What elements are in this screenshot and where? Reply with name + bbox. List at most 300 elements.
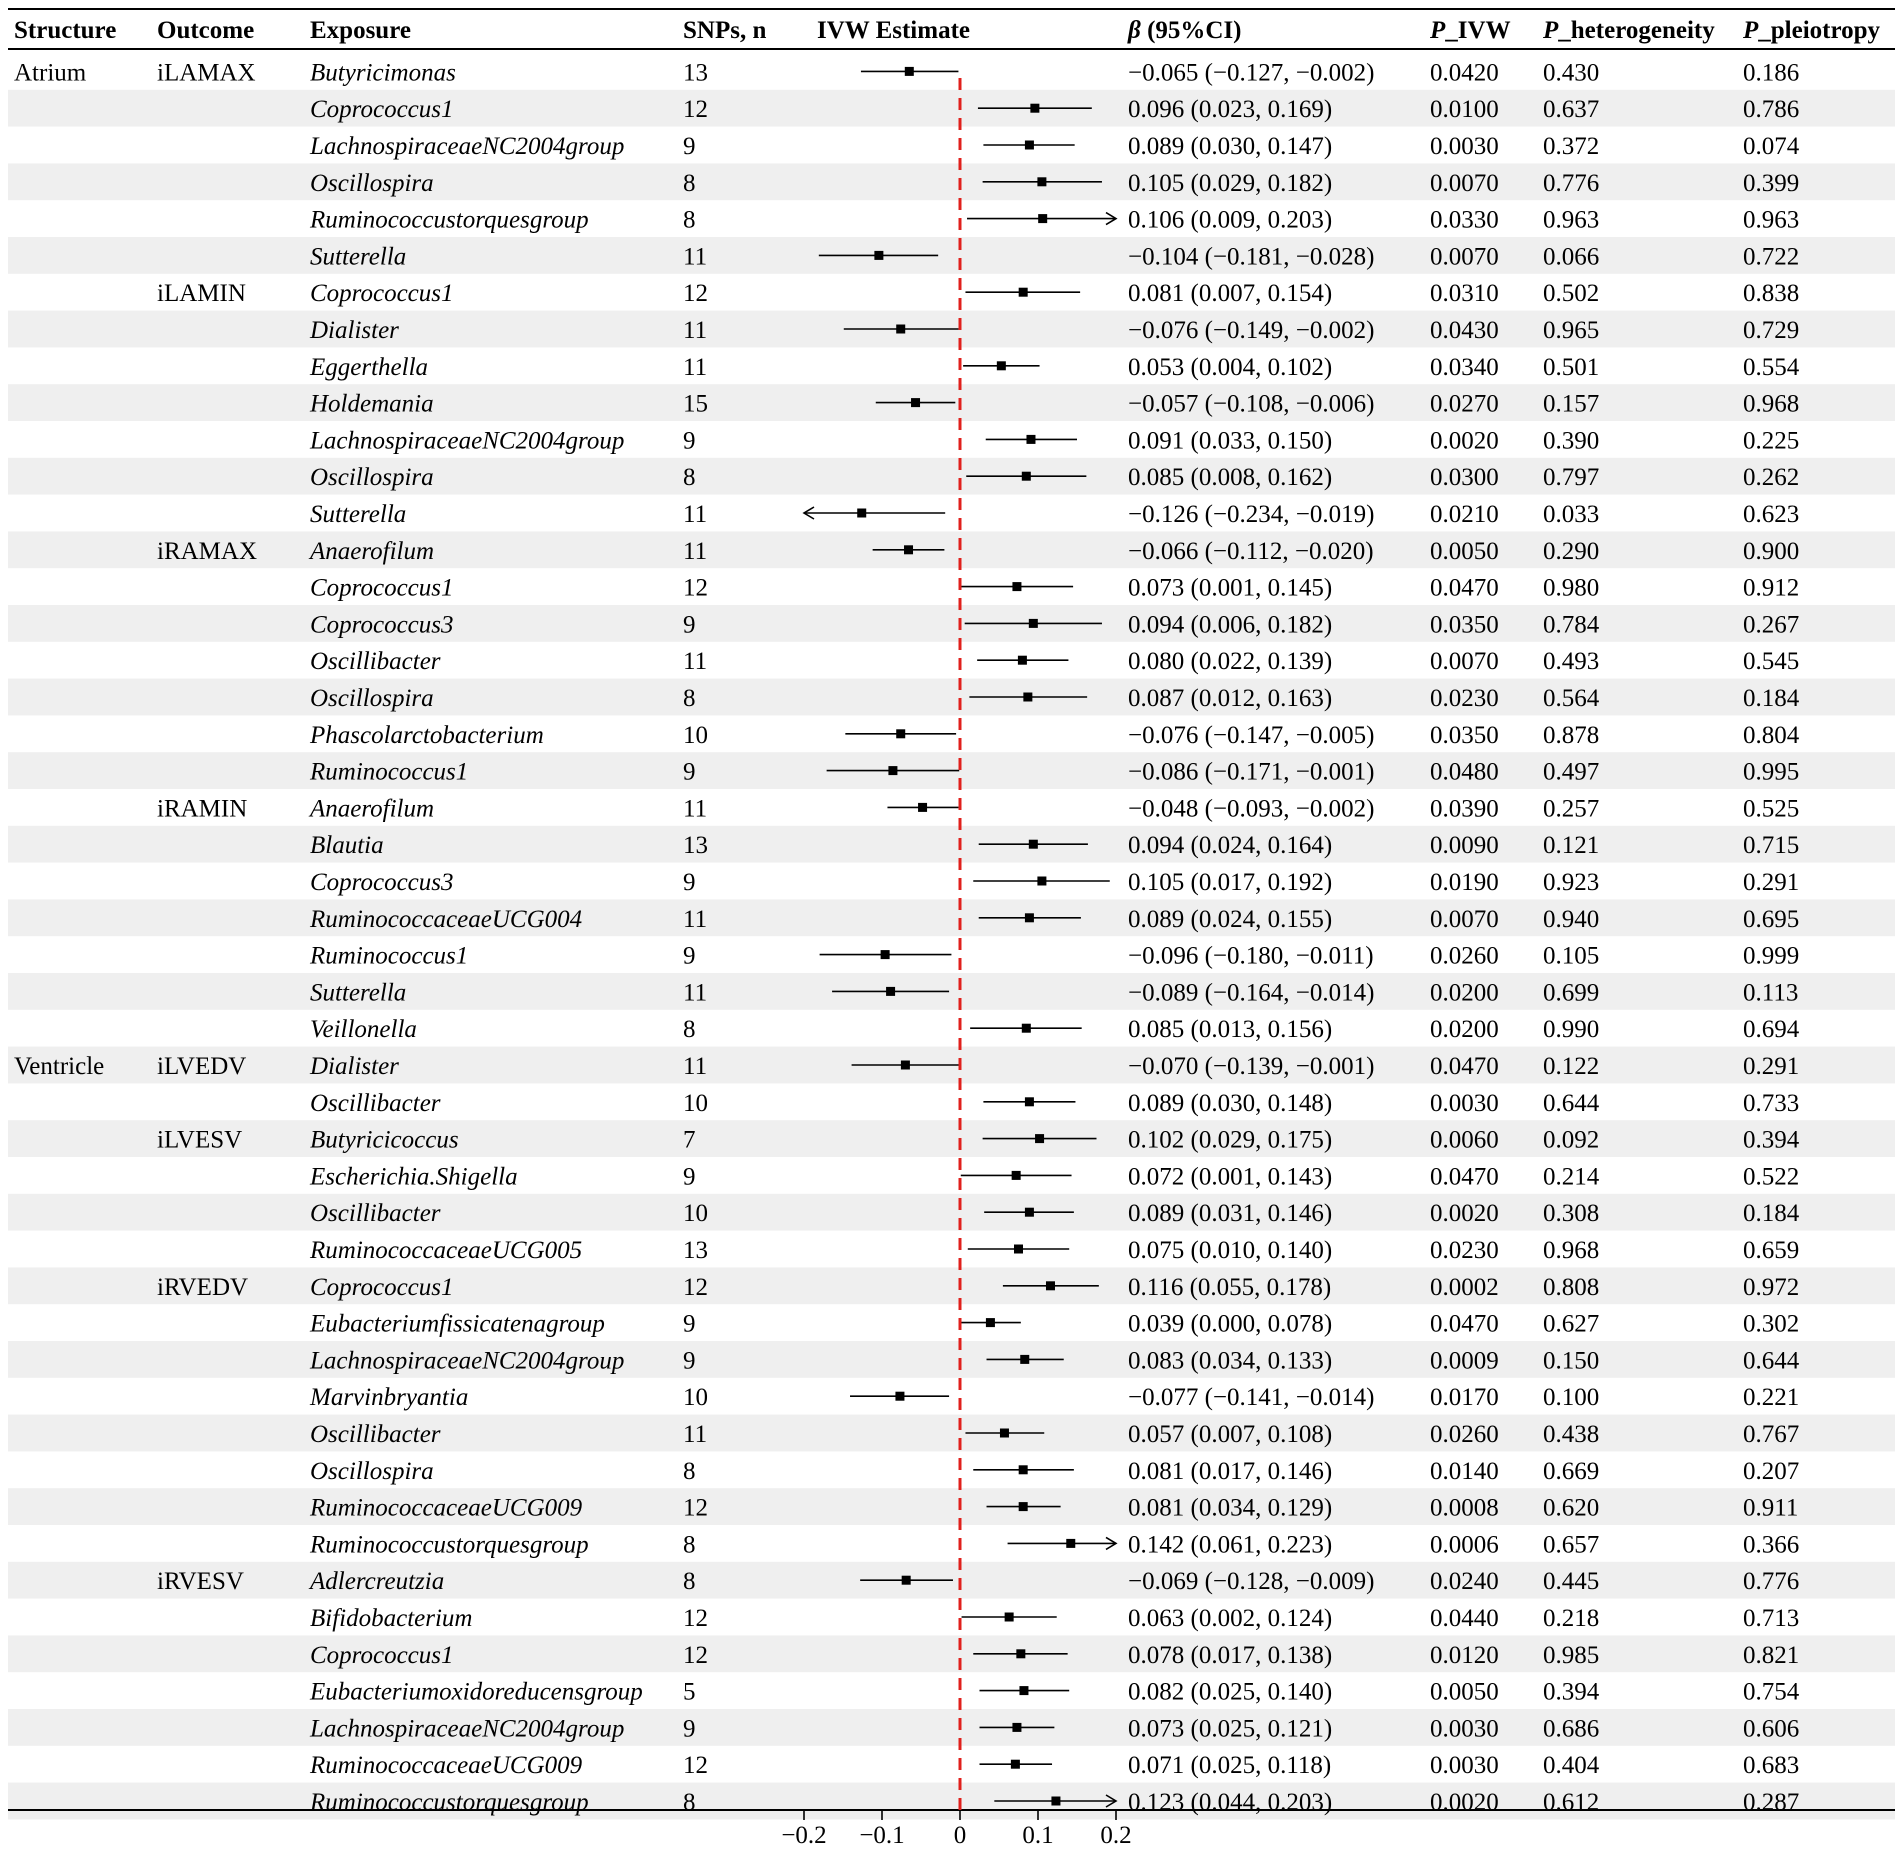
snps-value: 11: [683, 905, 708, 933]
p-ivw-value: 0.0350: [1430, 611, 1499, 639]
point-estimate: [1025, 1208, 1034, 1217]
axis-tick-label: −0.1: [859, 1822, 905, 1849]
exposure-label: Oscillibacter: [310, 1200, 441, 1228]
header-outcome: Outcome: [157, 17, 255, 44]
p-ivw-value: 0.0350: [1430, 721, 1499, 749]
p-pleiotropy-value: 0.695: [1743, 905, 1800, 933]
table-row: [310, 869, 1799, 896]
p-heterogeneity-value: 0.100: [1543, 1384, 1600, 1412]
exposure-label: Ruminococcus1: [310, 758, 469, 786]
p-heterogeneity-value: 0.644: [1543, 1089, 1600, 1117]
p-ivw-value: 0.0390: [1430, 795, 1499, 823]
p-ivw-value: 0.0480: [1430, 758, 1499, 786]
beta-ci-value: 0.039 (0.000, 0.078): [1128, 1310, 1333, 1338]
snps-value: 9: [683, 869, 696, 896]
snps-value: 12: [683, 1752, 708, 1780]
beta-ci-value: 0.085 (0.008, 0.162): [1128, 464, 1333, 492]
point-estimate: [1025, 141, 1034, 150]
point-estimate: [1019, 288, 1028, 297]
snps-value: 11: [683, 648, 708, 676]
beta-ci-value: 0.091 (0.033, 0.150): [1128, 427, 1333, 455]
p-pleiotropy-value: 0.733: [1743, 1089, 1800, 1117]
p-pleiotropy-value: 0.999: [1743, 942, 1800, 970]
snps-value: 15: [683, 390, 708, 418]
exposure-label: Oscillibacter: [310, 1089, 441, 1117]
point-estimate: [1011, 1760, 1020, 1769]
table-row: [309, 1237, 1799, 1264]
exposure-label: Coprococcus1: [310, 574, 454, 602]
p-ivw-value: 0.0470: [1430, 1310, 1499, 1338]
row-stripe: [8, 1194, 1895, 1231]
row-stripe: [8, 826, 1895, 863]
point-estimate: [901, 1061, 910, 1070]
exposure-label: Butyricicoccus: [310, 1126, 459, 1154]
exposure-label: Escherichia.Shigella: [310, 1163, 518, 1191]
table-row: [310, 1605, 1799, 1632]
p-pleiotropy-value: 0.113: [1743, 979, 1799, 1007]
p-ivw-value: 0.0260: [1430, 942, 1499, 970]
p-ivw-value: 0.0340: [1430, 353, 1499, 381]
point-estimate: [1051, 1797, 1060, 1806]
p-ivw-value: 0.0060: [1430, 1126, 1499, 1154]
beta-ci-value: 0.057 (0.007, 0.108): [1128, 1421, 1333, 1448]
header-row: [14, 17, 1881, 44]
exposure-label: Blautia: [310, 832, 384, 860]
snps-value: 12: [683, 96, 708, 124]
p-heterogeneity-value: 0.150: [1543, 1347, 1600, 1375]
exposure-label: Anaerofilum: [310, 795, 435, 823]
snps-value: 11: [683, 537, 708, 565]
beta-ci-value: 0.105 (0.029, 0.182): [1128, 169, 1333, 197]
snps-value: 5: [683, 1678, 696, 1706]
exposure-label: Dialister: [310, 1053, 399, 1080]
snps-value: 10: [683, 721, 708, 749]
beta-ci-value: −0.069 (−0.128, −0.009): [1128, 1568, 1375, 1596]
beta-ci-value: 0.102 (0.029, 0.175): [1128, 1126, 1333, 1154]
p-heterogeneity-value: 0.699: [1543, 979, 1600, 1007]
snps-value: 9: [683, 1715, 696, 1743]
p-ivw-value: 0.0470: [1430, 1053, 1499, 1080]
p-heterogeneity-value: 0.620: [1543, 1494, 1600, 1522]
table-row: [309, 1163, 1799, 1190]
exposure-label: Eubacteriumfissicatenagroup: [310, 1310, 605, 1338]
p-heterogeneity-value: 0.430: [1543, 59, 1600, 87]
point-estimate: [895, 1392, 904, 1401]
exposure-label: Oscillospira: [310, 169, 434, 197]
exposure-label: Ruminococcustorquesgroup: [310, 1531, 589, 1559]
header-p-pleiotropy: P_pleiotropy: [1743, 17, 1881, 44]
p-heterogeneity-value: 0.218: [1543, 1605, 1600, 1632]
table-row: [309, 427, 1799, 454]
beta-ci-value: 0.053 (0.004, 0.102): [1128, 353, 1333, 381]
p-pleiotropy-value: 0.623: [1743, 501, 1800, 528]
row-stripe: [8, 1267, 1895, 1304]
p-heterogeneity-value: 0.637: [1543, 96, 1600, 124]
snps-value: 9: [683, 133, 696, 160]
beta-ci-value: −0.126 (−0.234, −0.019): [1128, 501, 1375, 528]
structure-label: Ventricle: [14, 1053, 105, 1080]
exposure-label: Phascolarctobacterium: [310, 721, 544, 749]
p-ivw-value: 0.0430: [1430, 317, 1499, 344]
exposure-label: Veillonella: [310, 1016, 417, 1044]
p-ivw-value: 0.0020: [1430, 427, 1499, 455]
beta-ci-value: 0.083 (0.034, 0.133): [1128, 1347, 1333, 1375]
point-estimate: [1005, 1613, 1014, 1622]
p-pleiotropy-value: 0.522: [1743, 1163, 1800, 1191]
beta-ci-value: 0.082 (0.025, 0.140): [1128, 1678, 1333, 1706]
p-ivw-value: 0.0008: [1430, 1494, 1499, 1522]
point-estimate: [1012, 582, 1021, 591]
beta-ci-value: 0.073 (0.001, 0.145): [1128, 574, 1333, 602]
table-row: [309, 354, 1800, 381]
row-stripe: [8, 458, 1895, 495]
p-ivw-value: 0.0330: [1430, 206, 1499, 234]
snps-value: 11: [683, 317, 708, 344]
snps-value: 12: [683, 1494, 708, 1522]
p-heterogeneity-value: 0.308: [1543, 1200, 1600, 1228]
beta-ci-value: 0.081 (0.007, 0.154): [1128, 280, 1333, 308]
beta-ci-value: 0.075 (0.010, 0.140): [1128, 1237, 1333, 1264]
p-pleiotropy-value: 0.995: [1743, 758, 1800, 786]
point-estimate: [1023, 693, 1032, 702]
row-stripe: [8, 679, 1895, 716]
beta-ci-value: 0.072 (0.001, 0.143): [1128, 1163, 1333, 1191]
p-heterogeneity-value: 0.092: [1543, 1126, 1600, 1154]
snps-value: 11: [683, 979, 708, 1007]
row-stripe: [8, 1341, 1895, 1378]
beta-ci-value: −0.057 (−0.108, −0.006): [1128, 390, 1375, 418]
p-ivw-value: 0.0470: [1430, 1163, 1499, 1191]
beta-ci-value: 0.063 (0.002, 0.124): [1128, 1605, 1333, 1632]
exposure-label: Dialister: [310, 317, 399, 344]
exposure-label: RuminococcaceaeUCG009: [310, 1494, 583, 1522]
row-stripe: [8, 1635, 1895, 1672]
p-ivw-value: 0.0140: [1430, 1457, 1499, 1485]
point-estimate: [1018, 656, 1027, 665]
beta-ci-value: 0.142 (0.061, 0.223): [1128, 1531, 1333, 1559]
exposure-label: Oscillospira: [310, 464, 434, 492]
point-estimate: [1038, 214, 1047, 223]
point-estimate: [874, 251, 883, 260]
point-estimate: [1030, 104, 1039, 113]
point-estimate: [986, 1318, 995, 1327]
table-row: [309, 1531, 1799, 1558]
p-ivw-value: 0.0120: [1430, 1641, 1499, 1669]
exposure-label: Marvinbryantia: [310, 1384, 469, 1412]
p-heterogeneity-value: 0.290: [1543, 537, 1600, 565]
exposure-label: LachnospiraceaeNC2004group: [310, 427, 625, 455]
p-ivw-value: 0.0030: [1430, 1089, 1499, 1117]
p-pleiotropy-value: 0.659: [1743, 1237, 1800, 1264]
axis-tick-label: 0.2: [1100, 1822, 1132, 1849]
exposure-label: Coprococcus1: [310, 96, 454, 124]
table-row: [309, 207, 1799, 234]
outcome-label: iLVEDV: [157, 1053, 247, 1080]
p-heterogeneity-value: 0.963: [1543, 206, 1600, 234]
p-heterogeneity-value: 0.784: [1543, 611, 1600, 639]
table-row: [309, 1679, 1800, 1706]
beta-ci-value: 0.071 (0.025, 0.118): [1128, 1752, 1332, 1780]
point-estimate: [1019, 1502, 1028, 1511]
outcome-label: iRVESV: [157, 1568, 244, 1596]
snps-value: 12: [683, 1605, 708, 1632]
p-heterogeneity-value: 0.564: [1543, 685, 1600, 712]
point-estimate: [857, 509, 866, 518]
p-heterogeneity-value: 0.394: [1543, 1678, 1600, 1706]
axis-tick-label: −0.2: [781, 1822, 827, 1849]
p-ivw-value: 0.0200: [1430, 979, 1499, 1007]
p-heterogeneity-value: 0.985: [1543, 1641, 1600, 1669]
snps-value: 8: [683, 1016, 696, 1044]
p-pleiotropy-value: 0.225: [1743, 427, 1800, 455]
p-pleiotropy-value: 0.184: [1743, 1200, 1800, 1228]
snps-value: 11: [683, 243, 708, 271]
point-estimate: [881, 950, 890, 959]
snps-value: 8: [683, 169, 696, 197]
exposure-label: Ruminococcus1: [310, 942, 469, 970]
point-estimate: [1037, 177, 1046, 186]
p-heterogeneity-value: 0.776: [1543, 169, 1600, 197]
snps-value: 11: [683, 1421, 708, 1448]
p-pleiotropy-value: 0.968: [1743, 390, 1800, 418]
snps-value: 10: [683, 1200, 708, 1228]
p-pleiotropy-value: 0.554: [1743, 353, 1800, 381]
p-pleiotropy-value: 0.912: [1743, 574, 1800, 602]
p-ivw-value: 0.0050: [1430, 1678, 1499, 1706]
p-ivw-value: 0.0420: [1430, 59, 1499, 87]
header-structure: Structure: [14, 17, 117, 44]
header-p-ivw: P_IVW: [1430, 17, 1511, 44]
exposure-label: Oscillibacter: [310, 1421, 441, 1448]
p-pleiotropy-value: 0.754: [1743, 1678, 1800, 1706]
beta-ci-value: 0.105 (0.017, 0.192): [1128, 869, 1333, 896]
p-pleiotropy-value: 0.972: [1743, 1273, 1800, 1301]
exposure-label: Eubacteriumoxidoreducensgroup: [310, 1678, 643, 1706]
p-pleiotropy-value: 0.262: [1743, 464, 1800, 492]
p-heterogeneity-value: 0.965: [1543, 317, 1600, 344]
p-pleiotropy-value: 0.291: [1743, 1053, 1800, 1080]
point-estimate: [905, 67, 914, 76]
p-pleiotropy-value: 0.821: [1743, 1641, 1800, 1669]
snps-value: 11: [683, 501, 708, 528]
row-stripe: [8, 531, 1895, 568]
snps-value: 9: [683, 611, 696, 639]
p-pleiotropy-value: 0.963: [1743, 206, 1800, 234]
exposure-label: Ruminococcustorquesgroup: [310, 206, 589, 234]
exposure-label: Coprococcus3: [310, 869, 454, 896]
p-heterogeneity-value: 0.121: [1543, 832, 1600, 860]
exposure-label: LachnospiraceaeNC2004group: [310, 1347, 625, 1375]
beta-ci-value: 0.089 (0.031, 0.146): [1128, 1200, 1333, 1228]
table-row: [309, 1384, 1799, 1411]
snps-value: 8: [683, 464, 696, 492]
p-ivw-value: 0.0030: [1430, 1752, 1499, 1780]
snps-value: 9: [683, 1310, 696, 1338]
exposure-label: Sutterella: [310, 501, 407, 528]
p-heterogeneity-value: 0.438: [1543, 1421, 1600, 1448]
point-estimate: [1022, 472, 1031, 481]
table-row: [309, 722, 1800, 749]
exposure-label: RuminococcaceaeUCG009: [310, 1752, 583, 1780]
table-row: [310, 1016, 1800, 1043]
p-ivw-value: 0.0240: [1430, 1568, 1499, 1596]
p-ivw-value: 0.0050: [1430, 537, 1499, 565]
point-estimate: [1046, 1281, 1055, 1290]
p-heterogeneity-value: 0.105: [1543, 942, 1600, 970]
beta-ci-value: −0.086 (−0.171, −0.001): [1128, 758, 1375, 786]
exposure-label: Bifidobacterium: [310, 1605, 473, 1632]
p-ivw-value: 0.0270: [1430, 390, 1499, 418]
beta-ci-value: 0.089 (0.030, 0.147): [1128, 133, 1333, 160]
snps-value: 12: [683, 1641, 708, 1669]
exposure-label: RuminococcaceaeUCG005: [310, 1237, 583, 1264]
p-ivw-value: 0.0310: [1430, 280, 1499, 308]
point-estimate: [1025, 1097, 1034, 1106]
snps-value: 9: [683, 1163, 696, 1191]
p-heterogeneity-value: 0.797: [1543, 464, 1600, 492]
snps-value: 9: [683, 942, 696, 970]
p-ivw-value: 0.0210: [1430, 501, 1499, 528]
p-heterogeneity-value: 0.990: [1543, 1016, 1600, 1044]
point-estimate: [1066, 1539, 1075, 1548]
outcome-label: iRAMIN: [157, 795, 248, 823]
p-heterogeneity-value: 0.808: [1543, 1273, 1600, 1301]
row-stripe: [8, 1415, 1895, 1452]
p-pleiotropy-value: 0.394: [1743, 1126, 1800, 1154]
snps-value: 11: [683, 1053, 708, 1080]
beta-ci-value: −0.076 (−0.149, −0.002): [1128, 317, 1375, 344]
row-stripe: [8, 163, 1895, 200]
point-estimate: [1029, 619, 1038, 628]
exposure-label: LachnospiraceaeNC2004group: [310, 133, 625, 160]
exposure-label: Oscillospira: [310, 1457, 434, 1485]
p-heterogeneity-value: 0.657: [1543, 1531, 1600, 1559]
header-snps: SNPs, n: [683, 17, 767, 44]
p-ivw-value: 0.0070: [1430, 648, 1499, 676]
p-pleiotropy-value: 0.186: [1743, 59, 1800, 87]
snps-value: 13: [683, 1237, 708, 1264]
row-stripe: [8, 90, 1895, 127]
p-heterogeneity-value: 0.502: [1543, 280, 1600, 308]
snps-value: 8: [683, 685, 696, 712]
point-estimate: [888, 766, 897, 775]
point-estimate: [1029, 840, 1038, 849]
axis-tick-label: 0.1: [1022, 1822, 1054, 1849]
outcome-label: iLAMAX: [157, 59, 256, 87]
p-pleiotropy-value: 0.804: [1743, 721, 1800, 749]
snps-value: 8: [683, 206, 696, 234]
beta-ci-value: −0.066 (−0.112, −0.020): [1128, 537, 1374, 565]
row-stripes: [8, 90, 1895, 1820]
p-heterogeneity-value: 0.122: [1543, 1053, 1600, 1080]
snps-value: 9: [683, 1347, 696, 1375]
beta-ci-value: 0.080 (0.022, 0.139): [1128, 648, 1333, 676]
p-heterogeneity-value: 0.686: [1543, 1715, 1600, 1743]
table-row: [310, 1090, 1799, 1117]
snps-value: 8: [683, 1568, 696, 1596]
beta-ci-value: −0.076 (−0.147, −0.005): [1128, 721, 1375, 749]
beta-ci-value: 0.089 (0.030, 0.148): [1128, 1089, 1333, 1117]
p-pleiotropy-value: 0.644: [1743, 1347, 1800, 1375]
p-pleiotropy-value: 0.291: [1743, 869, 1800, 896]
p-pleiotropy-value: 0.302: [1743, 1310, 1800, 1338]
p-heterogeneity-value: 0.214: [1543, 1163, 1600, 1191]
table-row: [157, 280, 1799, 307]
p-ivw-value: 0.0009: [1430, 1347, 1499, 1375]
point-estimate: [1025, 913, 1034, 922]
snps-value: 7: [683, 1126, 696, 1154]
p-pleiotropy-value: 0.694: [1743, 1016, 1800, 1044]
beta-ci-value: 0.073 (0.025, 0.121): [1128, 1715, 1333, 1743]
beta-ci-value: 0.106 (0.009, 0.203): [1128, 206, 1333, 234]
p-heterogeneity-value: 0.372: [1543, 133, 1600, 160]
exposure-label: Holdemania: [310, 390, 434, 418]
p-pleiotropy-value: 0.366: [1743, 1531, 1800, 1559]
point-estimate: [1022, 1024, 1031, 1033]
p-ivw-value: 0.0300: [1430, 464, 1499, 492]
row-stripe: [8, 1783, 1895, 1820]
outcome-label: iRAMAX: [157, 537, 258, 565]
p-heterogeneity-value: 0.033: [1543, 501, 1600, 528]
row-stripe: [8, 237, 1895, 274]
beta-ci-value: 0.078 (0.017, 0.138): [1128, 1641, 1333, 1669]
beta-ci-value: 0.123 (0.044, 0.203): [1128, 1789, 1333, 1816]
exposure-label: LachnospiraceaeNC2004group: [310, 1715, 625, 1743]
header-estimate: IVW Estimate: [817, 17, 971, 44]
p-heterogeneity-value: 0.445: [1543, 1568, 1600, 1596]
table-row: [310, 648, 1799, 675]
p-pleiotropy-value: 0.207: [1743, 1457, 1800, 1485]
exposure-label: Eggerthella: [310, 353, 429, 381]
beta-ci-value: −0.096 (−0.180, −0.011): [1128, 942, 1374, 970]
exposure-label: Anaerofilum: [310, 537, 435, 565]
row-stripe: [8, 899, 1895, 936]
p-pleiotropy-value: 0.900: [1743, 537, 1800, 565]
point-estimate: [1019, 1686, 1028, 1695]
p-ivw-value: 0.0230: [1430, 1237, 1499, 1264]
p-ivw-value: 0.0006: [1430, 1531, 1499, 1559]
header-p-heterogeneity: P_heterogeneity: [1543, 17, 1715, 44]
beta-ci-value: −0.048 (−0.093, −0.002): [1128, 795, 1375, 823]
snps-value: 10: [683, 1089, 708, 1117]
p-ivw-value: 0.0070: [1430, 243, 1499, 271]
p-heterogeneity-value: 0.493: [1543, 648, 1600, 676]
snps-value: 13: [683, 832, 708, 860]
outcome-label: iLVESV: [157, 1126, 243, 1154]
p-heterogeneity-value: 0.612: [1543, 1789, 1600, 1816]
beta-ci-value: −0.077 (−0.141, −0.014): [1128, 1384, 1375, 1412]
point-estimate: [1026, 435, 1035, 444]
p-pleiotropy-value: 0.184: [1743, 685, 1800, 712]
point-estimate: [896, 325, 905, 334]
exposure-label: Ruminococcustorquesgroup: [310, 1789, 589, 1816]
exposure-label: Coprococcus1: [310, 280, 454, 308]
snps-value: 8: [683, 1457, 696, 1485]
p-ivw-value: 0.0260: [1430, 1421, 1499, 1448]
p-pleiotropy-value: 0.287: [1743, 1789, 1800, 1816]
p-pleiotropy-value: 0.399: [1743, 169, 1800, 197]
p-pleiotropy-value: 0.606: [1743, 1715, 1800, 1743]
table-row: [310, 1458, 1799, 1485]
p-pleiotropy-value: 0.767: [1743, 1421, 1800, 1448]
p-ivw-value: 0.0170: [1430, 1384, 1499, 1412]
row-stripe: [8, 973, 1895, 1010]
p-ivw-value: 0.0002: [1430, 1273, 1499, 1301]
p-heterogeneity-value: 0.923: [1543, 869, 1600, 896]
p-heterogeneity-value: 0.940: [1543, 905, 1600, 933]
p-pleiotropy-value: 0.267: [1743, 611, 1800, 639]
outcome-label: iRVEDV: [157, 1273, 249, 1301]
